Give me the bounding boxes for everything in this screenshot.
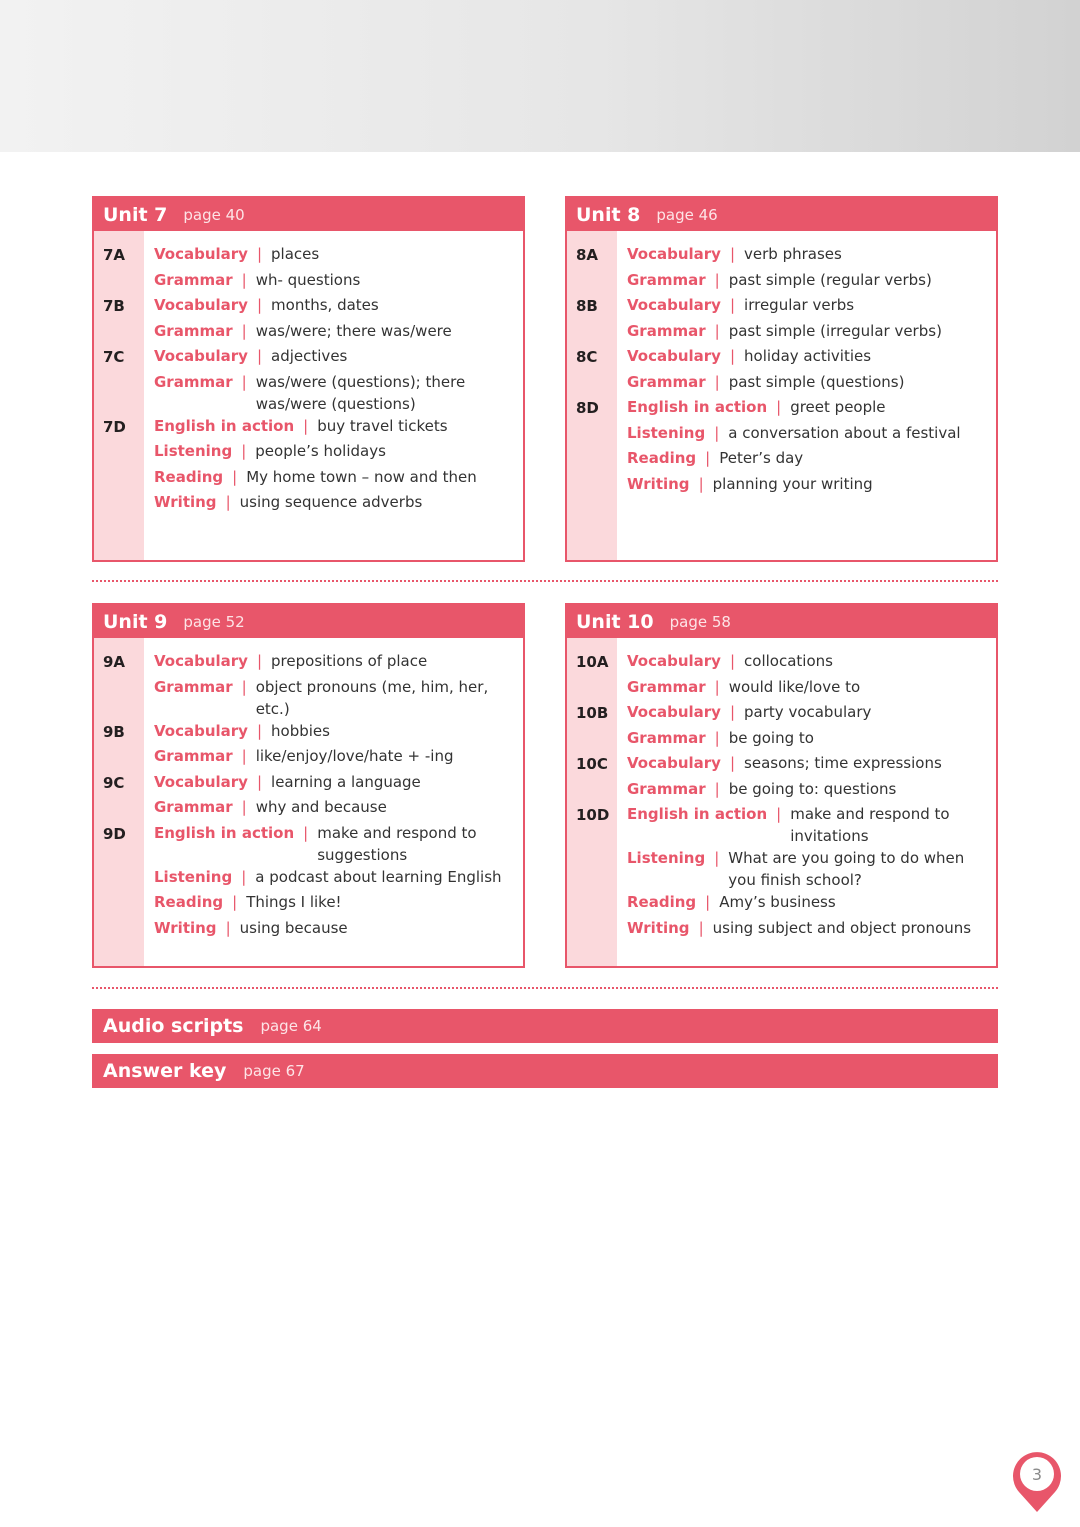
unit-7-box xyxy=(92,196,525,562)
lesson-7b xyxy=(94,294,523,345)
lesson-9a xyxy=(94,650,523,720)
lesson-code: 9C xyxy=(103,773,125,792)
item-label: English in action xyxy=(627,805,768,823)
item-text: make and respond to suggestions xyxy=(317,823,477,864)
item-text: planning your writing xyxy=(712,474,873,493)
item-text: buy travel tickets xyxy=(317,416,448,435)
unit-10-header xyxy=(567,605,996,638)
item-label: Grammar xyxy=(627,728,706,747)
item-text: holiday activities xyxy=(744,347,872,365)
item-label: Writing xyxy=(154,493,217,511)
lesson-code: 8A xyxy=(576,246,599,264)
item-label: Vocabulary xyxy=(627,347,721,365)
lesson-item: Vocabulary | holiday activities xyxy=(567,345,996,371)
bar-page: page 67 xyxy=(243,1062,305,1080)
item-text: months, dates xyxy=(271,296,379,314)
lesson-code: 8D xyxy=(576,399,599,417)
lesson-item: Reading | Things I like! xyxy=(94,891,523,917)
lesson-item: English in action | make and respond to suggestions xyxy=(94,822,523,866)
item-text: Peter’s day xyxy=(719,449,804,467)
item-label: Grammar xyxy=(154,677,233,696)
item-text: make and respond to invitations xyxy=(790,805,950,845)
item-label: Vocabulary xyxy=(627,652,721,670)
lesson-item: Grammar | object pronouns (me, him, her, etc.) xyxy=(94,676,523,720)
lesson-item: Grammar | be going to xyxy=(567,727,996,753)
item-label: Listening xyxy=(154,867,233,886)
lesson-item: Vocabulary | hobbies xyxy=(94,720,523,746)
lesson-item: Grammar | past simple (irregular verbs) xyxy=(567,320,996,346)
item-label: Grammar xyxy=(154,321,233,340)
item-label: Listening xyxy=(627,849,706,867)
item-text: a podcast about learning English xyxy=(255,867,502,886)
lesson-item: Reading | My home town – now and then xyxy=(94,466,523,492)
lesson-code: 10D xyxy=(576,806,610,824)
lesson-item: Vocabulary | learning a language xyxy=(94,771,523,797)
lesson-item: English in action | buy travel tickets xyxy=(94,415,523,441)
lesson-item: Vocabulary | verb phrases xyxy=(567,243,996,269)
item-text: like/enjoy/love/hate + -ing xyxy=(255,747,454,765)
answer-key-bar xyxy=(92,1054,998,1088)
item-text: hobbies xyxy=(271,721,330,740)
top-banner xyxy=(0,0,1080,152)
lesson-code: 10B xyxy=(576,704,609,722)
lesson-item: Grammar | like/enjoy/love/hate + -ing xyxy=(94,745,523,771)
item-label: English in action xyxy=(154,416,295,435)
lesson-code: 8B xyxy=(576,297,598,315)
lesson-item: Listening | What are you going to do when you finish school? xyxy=(567,847,996,891)
item-label: Grammar xyxy=(627,321,706,340)
item-label: Grammar xyxy=(627,270,706,289)
bar-page: page 64 xyxy=(260,1017,322,1035)
unit-title: Unit 10 xyxy=(576,610,654,633)
lesson-item: Listening | people’s holidays xyxy=(94,440,523,466)
bar-title: Audio scripts xyxy=(103,1015,244,1037)
item-label: Vocabulary xyxy=(154,296,248,314)
item-label: Vocabulary xyxy=(627,703,721,721)
lesson-8b xyxy=(567,294,996,345)
lesson-code: 7B xyxy=(103,297,125,315)
lesson-item: Listening | a conversation about a festival xyxy=(567,422,996,448)
item-text: collocations xyxy=(744,652,833,670)
item-label: English in action xyxy=(627,398,768,416)
item-text: irregular verbs xyxy=(744,296,855,314)
item-text: places xyxy=(271,245,320,263)
unit-page: page 46 xyxy=(656,205,718,224)
lesson-item: Grammar | why and because xyxy=(94,796,523,822)
item-label: Vocabulary xyxy=(154,772,248,791)
lesson-code: 9A xyxy=(103,653,126,671)
lesson-8c xyxy=(567,345,996,396)
item-text: why and because xyxy=(255,798,387,816)
item-text: past simple (questions) xyxy=(728,372,905,391)
lesson-7a xyxy=(94,243,523,294)
lesson-item: Grammar | was/were; there was/were xyxy=(94,320,523,346)
item-text: would like/love to xyxy=(728,677,861,696)
lesson-9d xyxy=(94,822,523,943)
item-text: adjectives xyxy=(271,347,348,365)
item-label: Grammar xyxy=(154,798,233,816)
lesson-item: Grammar | be going to: questions xyxy=(567,778,996,804)
item-text: My home town – now and then xyxy=(246,467,477,486)
item-label: Listening xyxy=(154,442,233,460)
item-label: Grammar xyxy=(627,372,706,391)
item-text: be going to xyxy=(728,728,814,747)
item-text: Things I like! xyxy=(246,893,342,911)
item-label: Vocabulary xyxy=(627,754,721,772)
lesson-item: Vocabulary | places xyxy=(94,243,523,269)
lesson-item: English in action | greet people xyxy=(567,396,996,422)
unit-title: Unit 8 xyxy=(576,203,641,226)
item-label: Reading xyxy=(627,449,697,467)
bar-title: Answer key xyxy=(103,1060,227,1082)
item-label: Writing xyxy=(154,918,217,937)
lesson-item: Vocabulary | irregular verbs xyxy=(567,294,996,320)
lesson-code: 10A xyxy=(576,653,609,671)
lesson-code: 7A xyxy=(103,246,126,264)
lesson-code: 9D xyxy=(103,824,126,843)
item-text: What are you going to do when you finish school? xyxy=(728,849,965,889)
item-text: party vocabulary xyxy=(744,703,872,721)
unit-8-header xyxy=(567,198,996,231)
item-text: be going to: questions xyxy=(728,779,897,798)
lesson-item: Reading | Amy’s business xyxy=(567,891,996,917)
lesson-item: Vocabulary | seasons; time expressions xyxy=(567,752,996,778)
lesson-item: Grammar | past simple (questions) xyxy=(567,371,996,397)
item-text: verb phrases xyxy=(744,245,842,263)
lesson-item: Grammar | past simple (regular verbs) xyxy=(567,269,996,295)
lesson-8d xyxy=(567,396,996,498)
item-text: using because xyxy=(239,918,348,937)
lesson-9b xyxy=(94,720,523,771)
item-text: was/were (questions); there was/were (questions) xyxy=(255,372,466,413)
item-text: a conversation about a festival xyxy=(728,423,961,442)
lesson-8a xyxy=(567,243,996,294)
item-label: Writing xyxy=(627,918,690,937)
unit-title: Unit 7 xyxy=(103,203,168,226)
lesson-code: 8C xyxy=(576,348,598,366)
lesson-10c xyxy=(567,752,996,803)
item-label: Grammar xyxy=(627,677,706,696)
item-label: Grammar xyxy=(154,747,233,765)
page-number-marker xyxy=(1010,1448,1064,1514)
lesson-item: Vocabulary | prepositions of place xyxy=(94,650,523,676)
lesson-item: Reading | Peter’s day xyxy=(567,447,996,473)
page-number: 3 xyxy=(1031,1465,1043,1484)
item-text: using subject and object pronouns xyxy=(712,918,972,937)
lesson-item: Writing | using subject and object pronouns xyxy=(567,917,996,943)
lesson-code: 7D xyxy=(103,417,126,436)
lesson-code: 9B xyxy=(103,722,125,741)
item-text: learning a language xyxy=(271,772,421,791)
item-label: Vocabulary xyxy=(154,347,248,365)
item-label: Vocabulary xyxy=(154,245,248,263)
unit-9-header xyxy=(94,605,523,638)
lesson-code: 7C xyxy=(103,348,125,366)
lesson-item: English in action | make and respond to invitations xyxy=(567,803,996,847)
unit-title: Unit 9 xyxy=(103,610,168,633)
unit-8-box xyxy=(565,196,998,562)
lesson-10d xyxy=(567,803,996,942)
lesson-code: 10C xyxy=(576,755,608,773)
item-label: English in action xyxy=(154,823,295,842)
item-label: Reading xyxy=(154,467,224,486)
item-text: prepositions of place xyxy=(271,652,428,670)
lesson-item: Vocabulary | collocations xyxy=(567,650,996,676)
item-label: Vocabulary xyxy=(154,721,248,740)
item-text: wh- questions xyxy=(255,270,361,289)
section-divider xyxy=(92,987,998,989)
section-divider xyxy=(92,580,998,582)
item-label: Writing xyxy=(627,474,690,493)
unit-7-header xyxy=(94,198,523,231)
lesson-item: Grammar | was/were (questions); there was/were (questions) xyxy=(94,371,523,415)
lesson-9c xyxy=(94,771,523,822)
item-label: Vocabulary xyxy=(627,296,721,314)
item-label: Listening xyxy=(627,423,706,442)
audio-scripts-bar xyxy=(92,1009,998,1043)
lesson-item: Writing | using sequence adverbs xyxy=(94,491,523,517)
lesson-7c xyxy=(94,345,523,415)
lesson-item: Grammar | wh- questions xyxy=(94,269,523,295)
item-text: past simple (irregular verbs) xyxy=(728,321,942,340)
lesson-item: Vocabulary | party vocabulary xyxy=(567,701,996,727)
unit-10-box xyxy=(565,603,998,968)
item-text: seasons; time expressions xyxy=(744,754,942,772)
item-label: Grammar xyxy=(154,270,233,289)
item-text: using sequence adverbs xyxy=(239,493,423,511)
lesson-item: Writing | using because xyxy=(94,917,523,943)
item-label: Grammar xyxy=(627,779,706,798)
lesson-item: Vocabulary | adjectives xyxy=(94,345,523,371)
item-text: Amy’s business xyxy=(719,893,836,911)
unit-page: page 40 xyxy=(183,205,245,224)
item-text: greet people xyxy=(790,398,886,416)
lesson-10a xyxy=(567,650,996,701)
item-text: people’s holidays xyxy=(255,442,386,460)
unit-page: page 58 xyxy=(669,612,731,631)
item-text: was/were; there was/were xyxy=(255,321,452,340)
lesson-item: Vocabulary | months, dates xyxy=(94,294,523,320)
item-label: Vocabulary xyxy=(154,652,248,670)
lesson-item: Listening | a podcast about learning English xyxy=(94,866,523,892)
item-text: object pronouns (me, him, her, etc.) xyxy=(255,677,489,718)
unit-page: page 52 xyxy=(183,612,245,631)
lesson-7d xyxy=(94,415,523,517)
item-label: Grammar xyxy=(154,372,233,391)
lesson-item: Grammar | would like/love to xyxy=(567,676,996,702)
item-label: Reading xyxy=(154,893,224,911)
item-text: past simple (regular verbs) xyxy=(728,270,932,289)
item-label: Reading xyxy=(627,893,697,911)
lesson-10b xyxy=(567,701,996,752)
item-label: Vocabulary xyxy=(627,245,721,263)
lesson-item: Writing | planning your writing xyxy=(567,473,996,499)
unit-9-box xyxy=(92,603,525,968)
